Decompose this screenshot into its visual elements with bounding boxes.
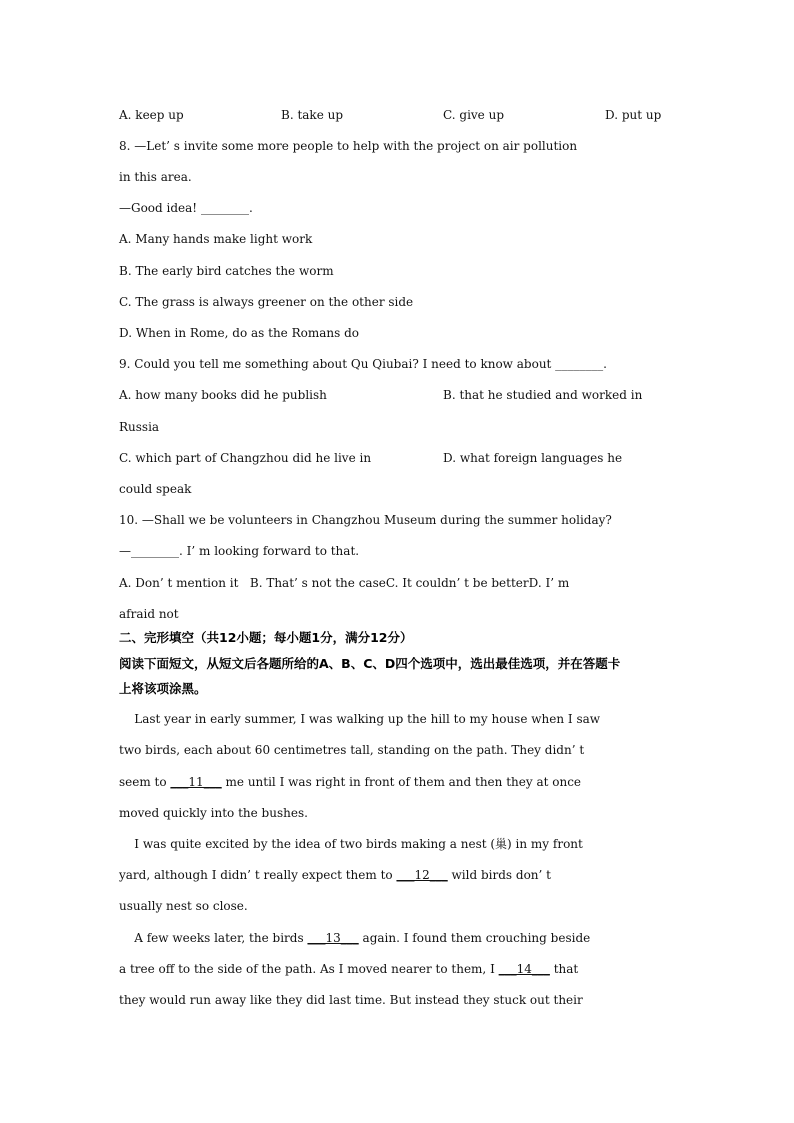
q8-option-c: C. The grass is always greener on the other side bbox=[119, 295, 414, 309]
passage-text: A few weeks later, the birds bbox=[119, 931, 308, 945]
passage-p1-line2: two birds, each about 60 centimetres tall, standing on the path. They didn’ t bbox=[119, 743, 585, 757]
passage-p2-line3: usually nest so close. bbox=[119, 899, 248, 913]
q8-stem-line3: —Good idea! ________. bbox=[119, 201, 253, 215]
passage-text: me until I was right in front of them and then they at once bbox=[221, 775, 582, 789]
q10-options-cont: afraid not bbox=[119, 607, 179, 621]
passage-text: wild birds don’ t bbox=[447, 868, 551, 882]
q8-option-a: A. Many hands make light work bbox=[119, 232, 313, 246]
q10-stem-line1: 10. —Shall we be volunteers in Changzhou Museum during the summer holiday? bbox=[119, 513, 612, 527]
q8-stem-line1: 8. —Let’ s invite some more people to help with the project on air pollution bbox=[119, 139, 578, 153]
passage-p1-line4: moved quickly into the bushes. bbox=[119, 806, 308, 820]
passage-text: yard, although I didn’ t really expect them to bbox=[119, 868, 397, 882]
q9-option-b-cont: Russia bbox=[119, 420, 160, 434]
blank-12: ___12___ bbox=[396, 868, 448, 882]
passage-p3-line1 bbox=[119, 930, 590, 946]
q9-option-a: A. how many books did he publish bbox=[119, 388, 327, 402]
passage-p2-line2 bbox=[119, 867, 551, 883]
passage-p2-line1: I was quite excited by the idea of two birds making a nest (巢) in my front bbox=[119, 837, 583, 851]
section-heading: 二、完形填空（共12小题；每小题1分，满分12分） bbox=[119, 630, 413, 645]
passage-text: again. I found them crouching beside bbox=[358, 931, 591, 945]
passage-text: a tree off to the side of the path. As I moved nearer to them, I bbox=[119, 962, 499, 976]
passage-p1-line1: Last year in early summer, I was walking up the hill to my house when I saw bbox=[119, 712, 601, 726]
q7-option-c: C. give up bbox=[443, 108, 505, 122]
passage-text: that bbox=[549, 962, 579, 976]
section-instruction-line1: 阅读下面短文，从短文后各题所给的A、B、C、D四个选项中，选出最佳选项，并在答题卡 bbox=[119, 656, 621, 671]
passage-p3-line2 bbox=[119, 961, 578, 977]
q7-option-d: D. put up bbox=[605, 108, 662, 122]
q10-stem-line2: —________. I’ m looking forward to that. bbox=[119, 544, 360, 558]
q9-option-b: B. that he studied and worked in bbox=[443, 388, 643, 402]
q10-options: A. Don’ t mention it B. That’ s not the caseC. It couldn’ t be betterD. I’ m bbox=[119, 576, 570, 590]
q7-option-a: A. keep up bbox=[119, 108, 184, 122]
section-instruction-line2: 上将该项涂黑。 bbox=[119, 681, 207, 696]
q9-option-d: D. what foreign languages he bbox=[443, 451, 623, 465]
q8-option-b: B. The early bird catches the worm bbox=[119, 264, 334, 278]
q8-stem-line2: in this area. bbox=[119, 170, 192, 184]
blank-14: ___14___ bbox=[498, 962, 550, 976]
passage-text: seem to bbox=[119, 775, 171, 789]
q9-option-c: C. which part of Changzhou did he live in bbox=[119, 451, 372, 465]
passage-p3-line3: they would run away like they did last time. But instead they stuck out their bbox=[119, 993, 583, 1007]
blank-11: ___11___ bbox=[170, 775, 222, 789]
q8-option-d: D. When in Rome, do as the Romans do bbox=[119, 326, 359, 340]
q9-option-d-cont: could speak bbox=[119, 482, 192, 496]
q9-stem: 9. Could you tell me something about Qu Qiubai? I need to know about ________. bbox=[119, 357, 607, 371]
blank-13: ___13___ bbox=[307, 931, 359, 945]
passage-p1-line3 bbox=[119, 774, 581, 790]
q7-option-b: B. take up bbox=[281, 108, 344, 122]
